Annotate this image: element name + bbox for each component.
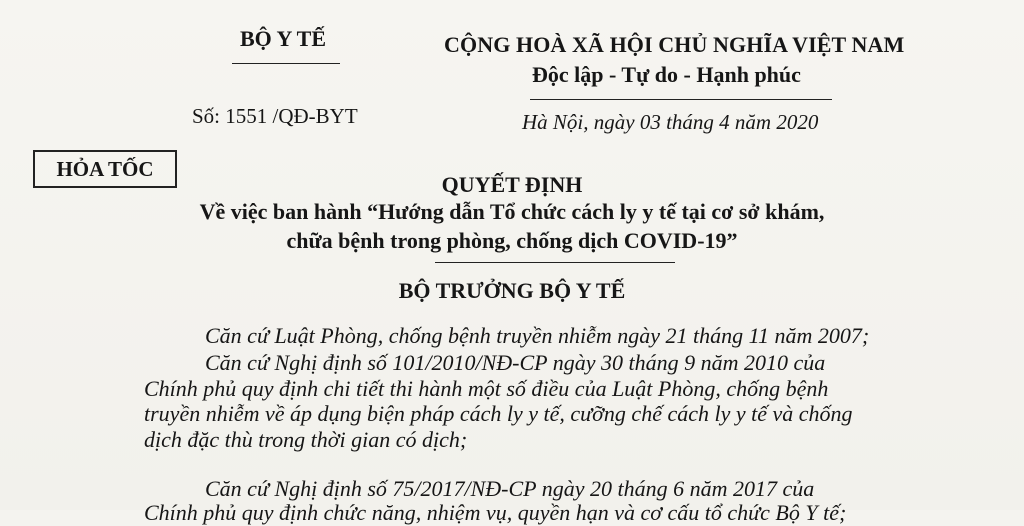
national-motto: Độc lập - Tự do - Hạnh phúc	[532, 62, 801, 87]
subject-underline	[435, 262, 675, 263]
body-line: Chính phủ quy định chi tiết thi hành một số điều của Luật Phòng, chống bệnh	[144, 376, 829, 401]
motto-underline	[530, 99, 832, 100]
subject-line-2: chữa bệnh trong phòng, chống dịch COVID-19”	[286, 228, 738, 253]
nation-name: CỘNG HOÀ XÃ HỘI CHỦ NGHĨA VIỆT NAM	[444, 32, 905, 57]
body-line: dịch đặc thù trong thời gian có dịch;	[144, 427, 468, 452]
ministry-underline	[232, 63, 340, 64]
subject-line-1: Về việc ban hành “Hướng dẫn Tổ chức cách ly y tế tại cơ sở khám,	[199, 199, 825, 224]
document-type-title: QUYẾT ĐỊNH	[441, 172, 583, 197]
body-line: Căn cứ Nghị định số 75/2017/NĐ-CP ngày 20 tháng 6 năm 2017 của	[205, 476, 815, 501]
issuing-authority: BỘ TRƯỞNG BỘ Y TẾ	[398, 278, 626, 303]
place-and-date: Hà Nội, ngày 03 tháng 4 năm 2020	[522, 110, 819, 134]
body-line: Căn cứ Nghị định số 101/2010/NĐ-CP ngày 30 tháng 9 năm 2010 của	[205, 350, 826, 375]
ministry-name: BỘ Y TẾ	[240, 26, 326, 51]
urgent-label: HỎA TỐC	[56, 156, 154, 181]
document-number: Số: 1551 /QĐ-BYT	[192, 104, 358, 128]
body-line: Căn cứ Luật Phòng, chống bệnh truyền nhiễm ngày 21 tháng 11 năm 2007;	[205, 323, 870, 348]
body-line: truyền nhiễm về áp dụng biện pháp cách ly y tế, cưỡng chế cách ly y tế và chống	[144, 401, 853, 426]
body-line: Chính phủ quy định chức năng, nhiệm vụ, quyền hạn và cơ cấu tổ chức Bộ Y tế;	[144, 500, 847, 525]
